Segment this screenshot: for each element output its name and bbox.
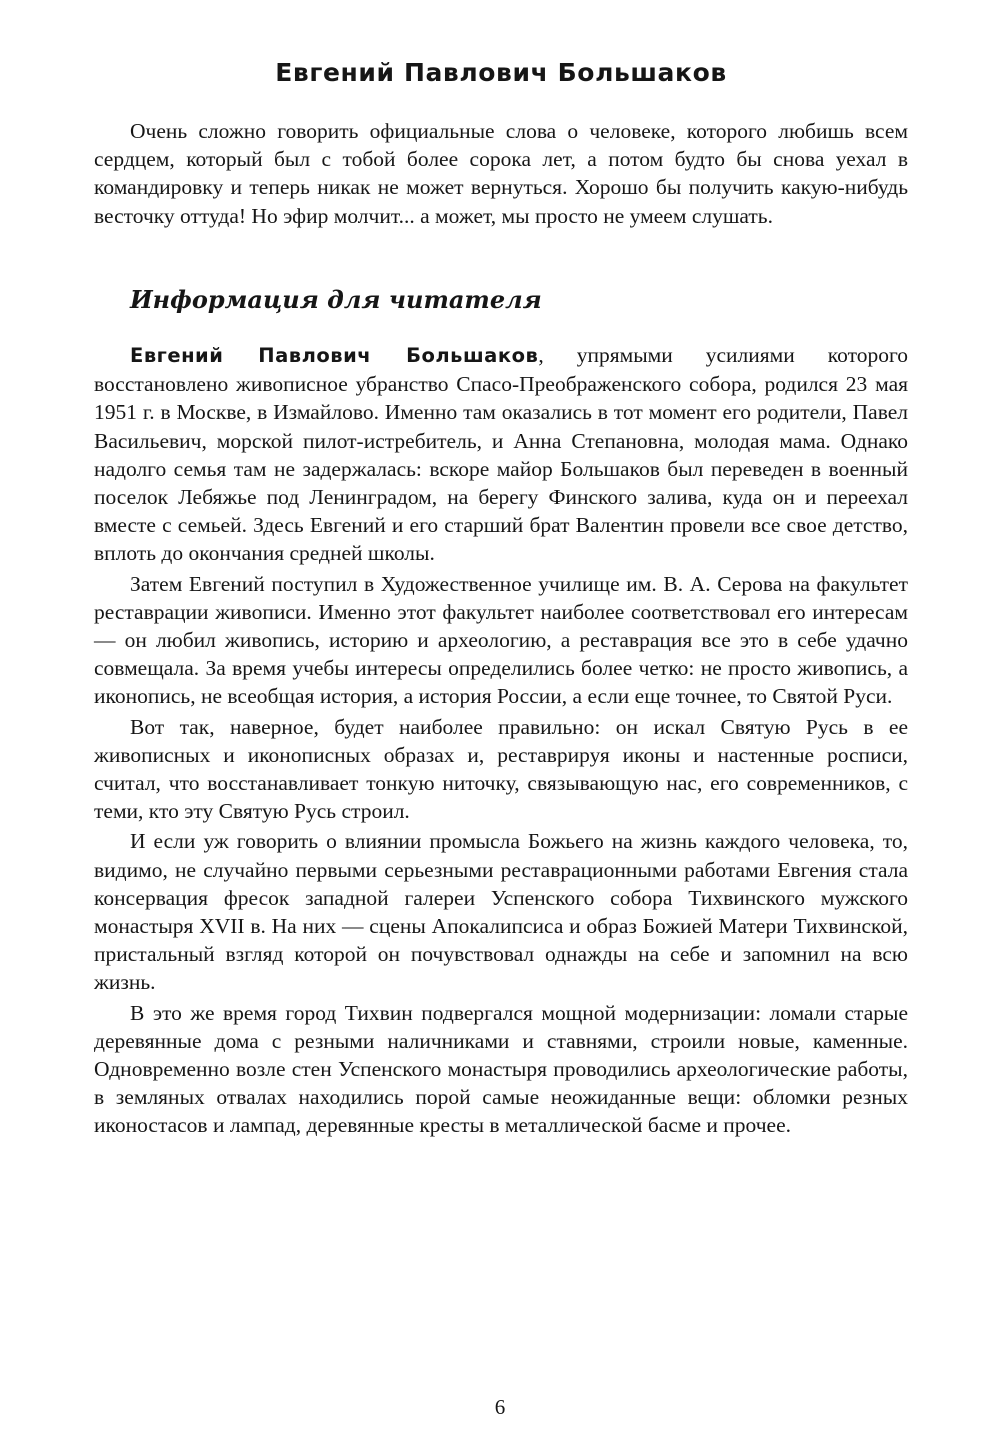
- page-number: 6: [494, 1395, 506, 1419]
- page-title: Евгений Павлович Большаков: [275, 58, 727, 87]
- body-paragraph-1-text: , упрямыми усилиями которого восстановлено живописное убранство Спасо-Преображенского собора, родился 23 мая 1951 г. в Москве, в Измайлово. Именно там оказались в тот момент его родители, Павел Васильевич, морской пилот-истребитель, и Анна Степановна, молодая мама. Однако надолго семья там не задержалась: вскоре майор Большаков был переведен в военный поселок Лебяжье под Ленинградом, на берегу Финского залива, куда он и переехал вместе с семьей. Здесь Евгений и его старший брат Валентин провели все свое детство, вплоть до окончания средней школы.: [94, 343, 908, 566]
- body-paragraph-2: Затем Евгений поступил в Художественное училище им. В. А. Серова на факультет реставрации живописи. Именно этот факультет наиболее соответствовал его интересам — он любил живопись, историю и археологию, а реставрация все это в себе удачно совмещала. За время учебы интересы определились более четко: не просто живопись, а иконопись, не всеобщая история, а история России, а если еще точнее, то Святой Руси.: [94, 571, 908, 709]
- intro-paragraph: Очень сложно говорить официальные слова о человеке, которого любишь всем сердцем, который был с тобой более сорока лет, а потом будто бы снова уехал в командировку и теперь никак не может вернуться. Хорошо бы получить какую-нибудь весточку оттуда! Но эфир молчит... а может, мы просто не умеем слушать.: [94, 119, 908, 228]
- body-paragraph-4: И если уж говорить о влиянии промысла Божьего на жизнь каждого человека, то, видимо, не случайно первыми серьезными реставрационными работами Евгения стала консервация фресок западной галереи Успенского собора Тихвинского мужского монастыря XVII в. На них — сцены Апокалипсиса и образ Божией Матери Тихвинской, пристальный взгляд которой он почувствовал однажды на себе и запомнил на всю жизнь.: [94, 829, 908, 995]
- section-body: [94, 341, 908, 1142]
- section-subtitle: Информация для читателя: [130, 285, 542, 314]
- lead-name: Евгений Павлович Большаков: [130, 344, 539, 367]
- body-paragraph-1: [94, 341, 908, 568]
- body-paragraph-5: В это же время город Тихвин подвергался мощной модернизации: ломали старые деревянные дома с резными наличниками и ставнями, строили новые, каменные. Одновременно возле стен Успенского монастыря проводились археологические работы, в земляных отвалах находились порой самые неожиданные вещи: обломки резных иконостасов и лампад, деревянные кресты в металлической басме и прочее.: [94, 1000, 908, 1138]
- body-paragraph-3: Вот так, наверное, будет наиболее правильно: он искал Святую Русь в ее живописных и иконописных образах и, реставрируя иконы и настенные росписи, считал, что восстанавливает тонкую ниточку, связывающую нас, его современников, с теми, кто эту Святую Русь строил.: [94, 714, 908, 824]
